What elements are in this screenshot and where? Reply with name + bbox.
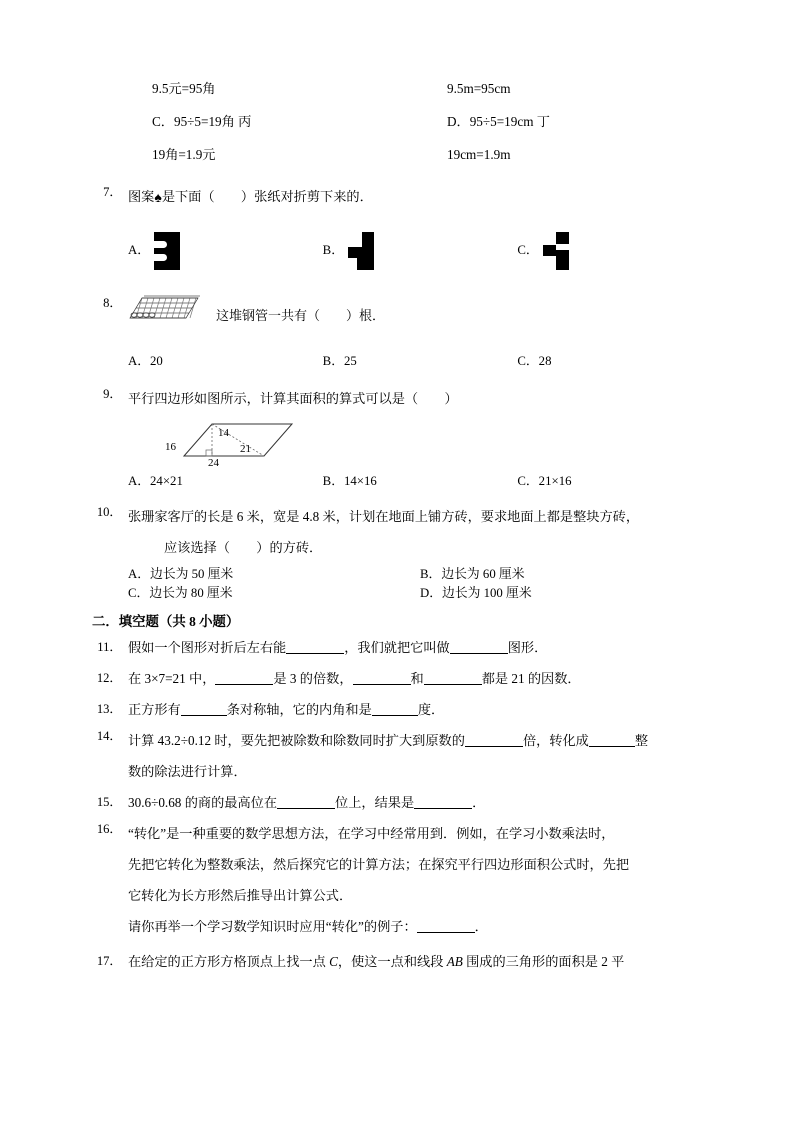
svg-text:24: 24 bbox=[208, 457, 219, 466]
question-body bbox=[128, 663, 712, 694]
text-part: 度． bbox=[417, 702, 445, 717]
question-number: 17． bbox=[96, 954, 122, 968]
text-part: 在 3×7=21 中， bbox=[128, 671, 216, 686]
top-row-right: 9.5m=95cm bbox=[447, 81, 511, 96]
question-body bbox=[128, 818, 712, 942]
question-15 bbox=[92, 787, 712, 818]
question-7-options bbox=[128, 232, 712, 270]
question-body bbox=[128, 181, 712, 270]
question-number: 10． bbox=[96, 505, 122, 519]
text-part: 在给定的正方形方格顶点上找一点 bbox=[128, 954, 330, 969]
question-9 bbox=[92, 383, 712, 489]
svg-text:14: 14 bbox=[218, 427, 229, 439]
paper-cut-a-icon bbox=[154, 232, 180, 270]
question-number: 13． bbox=[96, 702, 122, 716]
question-number: 11． bbox=[97, 640, 122, 654]
text-part: 是 3 的倍数， bbox=[273, 671, 353, 686]
question-10-options-row2 bbox=[128, 582, 712, 601]
question-number: 15． bbox=[96, 795, 122, 809]
text-part: 围成的三角形的面积是 2 平 bbox=[462, 954, 625, 969]
option-label: A． bbox=[128, 242, 151, 257]
answer-blank[interactable] bbox=[181, 701, 227, 716]
question-number: 8． bbox=[103, 296, 122, 310]
answer-blank[interactable] bbox=[465, 732, 523, 747]
top-continuation-block bbox=[92, 72, 712, 171]
answer-blank[interactable] bbox=[424, 670, 482, 685]
text-part: 倍，转化成 bbox=[522, 733, 589, 748]
page-content bbox=[92, 72, 712, 977]
question-body bbox=[128, 787, 712, 818]
option-c[interactable]: C．21×16 bbox=[517, 474, 572, 488]
text-part: 和 bbox=[410, 671, 424, 686]
option-b[interactable]: B．25 bbox=[322, 354, 357, 368]
question-stem: 这堆钢管一共有（ ）根． bbox=[216, 307, 386, 323]
option-a[interactable]: A．边长为 50 厘米 bbox=[128, 567, 234, 581]
question-line1: “转化”是一种重要的数学思想方法，在学习中经常用到．例如，在学习小数乘法时， bbox=[128, 826, 615, 841]
question-16 bbox=[92, 818, 712, 942]
question-body bbox=[128, 501, 712, 601]
question-7 bbox=[92, 181, 712, 270]
text-part: 假如一个图形对折后左右能 bbox=[128, 640, 287, 655]
answer-blank[interactable] bbox=[589, 732, 635, 747]
question-stem-line1: 张珊家客厅的长是 6 米，宽是 4.8 米，计划在地面上铺方砖，要求地面上都是整块方砖， bbox=[128, 509, 640, 524]
question-stem bbox=[128, 181, 712, 214]
option-d[interactable]: D．边长为 100 厘米 bbox=[420, 586, 532, 600]
svg-text:16: 16 bbox=[165, 441, 176, 453]
question-11 bbox=[92, 632, 712, 663]
question-number: 7． bbox=[103, 185, 122, 199]
question-13 bbox=[92, 694, 712, 725]
answer-blank[interactable] bbox=[372, 701, 418, 716]
answer-blank[interactable] bbox=[215, 670, 273, 685]
question-8-stem-row bbox=[128, 292, 712, 336]
paper-cut-b-icon bbox=[348, 232, 374, 270]
question-8-options bbox=[128, 350, 712, 369]
question-body bbox=[128, 632, 712, 663]
question-number: 14． bbox=[96, 729, 122, 743]
answer-blank[interactable] bbox=[353, 670, 411, 685]
question-stem: 平行四边形如图所示，计算其面积的算式可以是（ ） bbox=[128, 391, 458, 406]
question-14 bbox=[92, 725, 712, 787]
top-row-left: 19角=1.9元 bbox=[152, 147, 216, 162]
question-17 bbox=[92, 946, 712, 977]
answer-blank[interactable] bbox=[286, 639, 344, 654]
answer-blank[interactable] bbox=[450, 639, 508, 654]
segment-label-ab: AB bbox=[446, 954, 463, 969]
question-10 bbox=[92, 501, 712, 601]
question-9-options bbox=[128, 470, 712, 489]
paper-cut-c-icon bbox=[543, 232, 569, 270]
question-body bbox=[128, 383, 712, 489]
question-body bbox=[128, 946, 712, 977]
top-row bbox=[92, 105, 712, 138]
option-label: B． bbox=[322, 242, 345, 257]
top-row-left: C．95÷5=19角 丙 bbox=[152, 114, 252, 129]
option-a[interactable]: A．20 bbox=[128, 354, 163, 368]
option-a[interactable]: A．24×21 bbox=[128, 474, 183, 488]
question-line3: 它转化为长方形然后推导出计算公式． bbox=[128, 888, 353, 903]
text-part: 都是 21 的因数． bbox=[481, 671, 581, 686]
text-part: ，我们就把它叫做 bbox=[344, 640, 450, 655]
option-c[interactable]: C．边长为 80 厘米 bbox=[128, 586, 233, 600]
question-body bbox=[128, 292, 712, 369]
option-a[interactable] bbox=[128, 232, 323, 270]
point-label-c: C bbox=[329, 954, 338, 969]
top-row bbox=[92, 138, 712, 171]
top-row bbox=[92, 72, 712, 105]
option-b[interactable]: B．边长为 60 厘米 bbox=[420, 567, 525, 581]
option-b[interactable] bbox=[323, 232, 518, 270]
text-part: 计算 43.2÷0.12 时，要先把被除数和除数同时扩大到原数的 bbox=[128, 733, 465, 748]
question-10-options-row1 bbox=[128, 563, 712, 582]
answer-blank[interactable] bbox=[414, 794, 472, 809]
question-number: 16． bbox=[96, 822, 122, 836]
stem-pre: 图案 bbox=[128, 189, 155, 204]
text-part: ． bbox=[472, 795, 486, 810]
question-line1 bbox=[128, 725, 712, 756]
top-row-right: D．95÷5=19cm 丁 bbox=[447, 114, 550, 129]
text-part: 整 bbox=[634, 733, 649, 748]
question-body bbox=[128, 694, 712, 725]
section-title-fill-in-blank: 二．填空题（共 8 小题） bbox=[92, 614, 240, 629]
text-part: 正方形有 bbox=[128, 702, 181, 717]
option-b[interactable]: B．14×16 bbox=[322, 474, 377, 488]
text-part: 图形． bbox=[507, 640, 548, 655]
text-part: ，使这一点和线段 bbox=[337, 954, 447, 969]
option-label: C． bbox=[517, 242, 539, 257]
text-part: 条对称轴，它的内角和是 bbox=[226, 702, 372, 717]
text-part: 请你再举一个学习数学知识时应用“转化”的例子： bbox=[128, 919, 417, 934]
question-line2: 数的除法进行计算． bbox=[128, 764, 247, 779]
stem-post: 是下面（ ）张纸对折剪下来的． bbox=[161, 189, 373, 204]
text-part: ． bbox=[474, 919, 488, 934]
svg-text:21: 21 bbox=[240, 443, 251, 455]
text-part: 30.6÷0.68 的商的最高位在 bbox=[128, 795, 278, 810]
question-stem-line2: 应该选择（ ）的方砖． bbox=[164, 540, 323, 555]
text-part: 位上，结果是 bbox=[335, 795, 415, 810]
steel-pipes-figure bbox=[128, 292, 206, 336]
question-number: 9． bbox=[103, 387, 122, 401]
question-12 bbox=[92, 663, 712, 694]
spade-icon: ♠ bbox=[154, 191, 162, 206]
question-line4 bbox=[128, 911, 712, 942]
question-line2: 先把它转化为整数乘法，然后探究它的计算方法；在探究平行四边形面积公式时，先把 bbox=[128, 857, 630, 872]
question-number: 12． bbox=[96, 671, 122, 685]
top-row-left: 9.5元=95角 bbox=[152, 81, 216, 96]
option-c[interactable]: C．28 bbox=[517, 354, 552, 368]
parallelogram-figure bbox=[128, 414, 712, 466]
question-body bbox=[128, 725, 712, 787]
question-8 bbox=[92, 292, 712, 369]
answer-blank[interactable] bbox=[417, 918, 475, 933]
top-row-right: 19cm=1.9m bbox=[447, 147, 511, 162]
option-c[interactable] bbox=[517, 232, 712, 270]
answer-blank[interactable] bbox=[277, 794, 335, 809]
